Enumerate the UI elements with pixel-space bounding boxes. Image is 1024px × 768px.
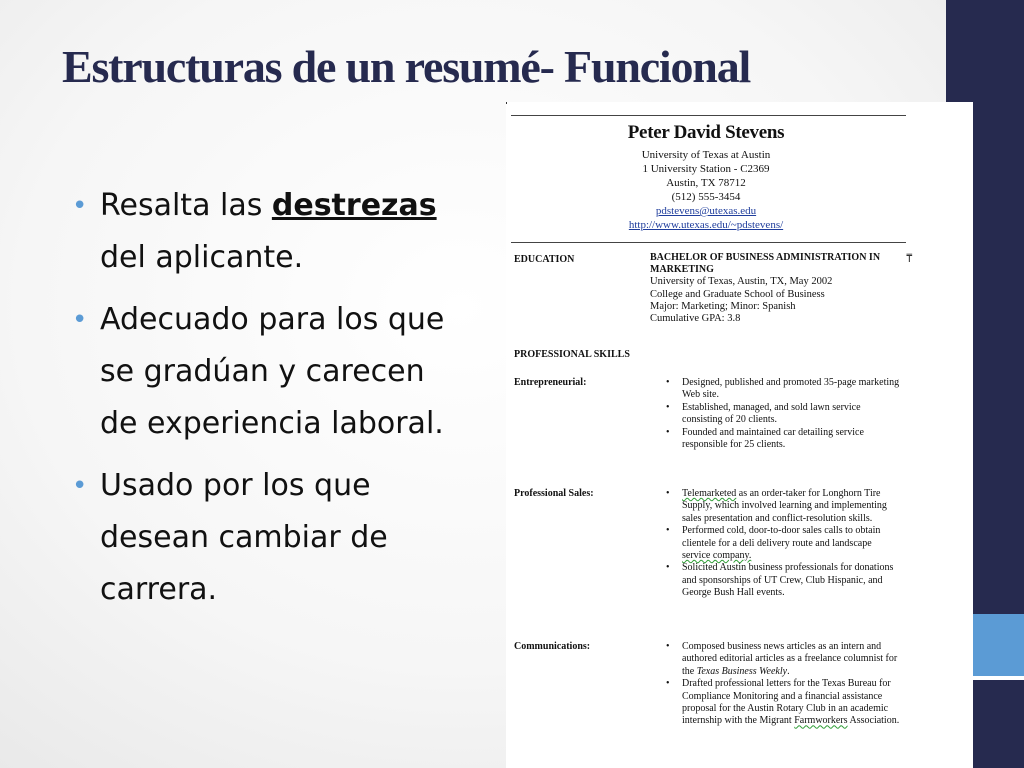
pin-icon: ⍑ <box>906 252 913 265</box>
skills-label: PROFESSIONAL SKILLS <box>514 349 630 360</box>
item-text: Association. <box>847 715 900 727</box>
sales-label: Professional Sales: <box>514 488 594 499</box>
emphasis-text: destrezas <box>271 188 437 223</box>
list-item: • Solicited Austin business professionals for donations and sponsorships of UT Crew, Club Hispanic, and George Bush Hall events. <box>666 562 894 599</box>
education-line: Cumulative GPA: 3.8 <box>650 313 741 325</box>
spellcheck-word: Farmworkers <box>794 715 848 727</box>
resume-contact <box>506 148 906 232</box>
list-item: • Telemarketed as an order-taker for Longhorn Tire Supply, which involved learning and implementing sales presentation and conflict-resolution skills. <box>666 488 887 524</box>
divider <box>511 242 906 243</box>
item-text: Solicited Austin business professionals for donations and sponsorships of UT Crew, Club Hispanic, and George Bush Hall events. <box>682 562 894 599</box>
communications-list <box>666 641 901 728</box>
list-item: • Drafted professional letters for the Texas Bureau for Compliance Monitoring and a financial assistance proposal for the Austin Rotary Club in an academic internship with the Migrant Farmworkers Association. <box>666 678 900 727</box>
item-text: Performed cold, door-to-door sales calls to obtain clientele for a deli delivery route and landscape <box>682 525 881 549</box>
item-text: as an order-taker for Longhorn Tire Supply, which involved learning and implementing sales presentation and conflict-resolution skills. <box>682 488 887 524</box>
bullet-dot-icon: • <box>72 191 88 221</box>
divider <box>511 115 906 116</box>
publication-title: Texas Business Weekly <box>696 665 788 677</box>
contact-line: (512) 555-3454 <box>671 191 741 203</box>
sales-list <box>666 488 901 600</box>
spellcheck-word: service company. <box>682 550 752 562</box>
resume-name: Peter David Stevens <box>627 122 785 143</box>
bullet-item <box>72 180 452 284</box>
slide-title: Estructuras de un resumé- Funcional <box>62 41 751 92</box>
bullet-text: del aplicante. <box>100 240 304 275</box>
bullet-list <box>72 180 452 626</box>
bullet-dot-icon: • <box>72 471 88 501</box>
crop-mark <box>506 102 507 104</box>
bullet-text: Usado por los que desean cambiar de carrera. <box>100 468 388 607</box>
spellcheck-word: Telemarketed <box>682 488 737 499</box>
communications-label: Communications: <box>514 641 591 652</box>
website-link[interactable]: http://www.utexas.edu/~pdstevens/ <box>628 219 784 231</box>
item-text: . <box>787 665 790 677</box>
list-item: • Established, managed, and sold lawn service consisting of 20 clients. <box>666 401 861 426</box>
entrepreneurial-label: Entrepreneurial: <box>514 377 587 388</box>
bullet-item <box>72 460 452 616</box>
list-item: • Designed, published and promoted 35-page marketing Web site. <box>666 377 900 401</box>
education-line: Major: Marketing; Minor: Spanish <box>650 300 796 312</box>
bullet-item <box>72 294 452 450</box>
list-item: • Performed cold, door-to-door sales calls to obtain clientele for a deli delivery route and landscape service company. <box>666 525 881 562</box>
entrepreneurial-list <box>666 377 901 451</box>
item-text: Designed, published and promoted 35-page marketing Web site. <box>682 377 900 401</box>
education-line: University of Texas, Austin, TX, May 2002 <box>650 276 833 288</box>
contact-line: 1 University Station - C2369 <box>642 163 770 175</box>
contact-line: University of Texas at Austin <box>641 149 771 161</box>
resume-image <box>506 102 973 768</box>
email-link[interactable]: pdstevens@utexas.edu <box>655 205 757 217</box>
bullet-text: Adecuado para los que se gradúan y carecen de experiencia laboral. <box>100 302 445 441</box>
education-block <box>650 252 905 325</box>
item-text: Drafted professional letters for the Texas Bureau for Compliance Monitoring and a financial assistance proposal for the Austin Rotary Club in an academic internship with the Migrant <box>682 678 891 727</box>
item-text: Founded and maintained car detailing service responsible for 25 clients. <box>682 426 864 451</box>
item-text: Established, managed, and sold lawn service consisting of 20 clients. <box>682 401 861 426</box>
contact-line: Austin, TX 78712 <box>666 177 746 189</box>
list-item: • Founded and maintained car detailing service responsible for 25 clients. <box>666 426 864 451</box>
degree: BACHELOR OF BUSINESS ADMINISTRATION IN MARKETING <box>650 252 881 276</box>
education-line: College and Graduate School of Business <box>650 288 825 300</box>
education-label: EDUCATION <box>514 254 575 265</box>
bullet-dot-icon: • <box>72 305 88 335</box>
list-item: • Composed business news articles as an intern and authored editorial articles as a freelance columnist for the Texas Business Weekly. <box>666 641 898 677</box>
item-text: Composed business news articles as an intern and authored editorial articles as a freelance columnist for the <box>682 641 898 677</box>
bullet-text: Resalta las <box>100 188 272 223</box>
